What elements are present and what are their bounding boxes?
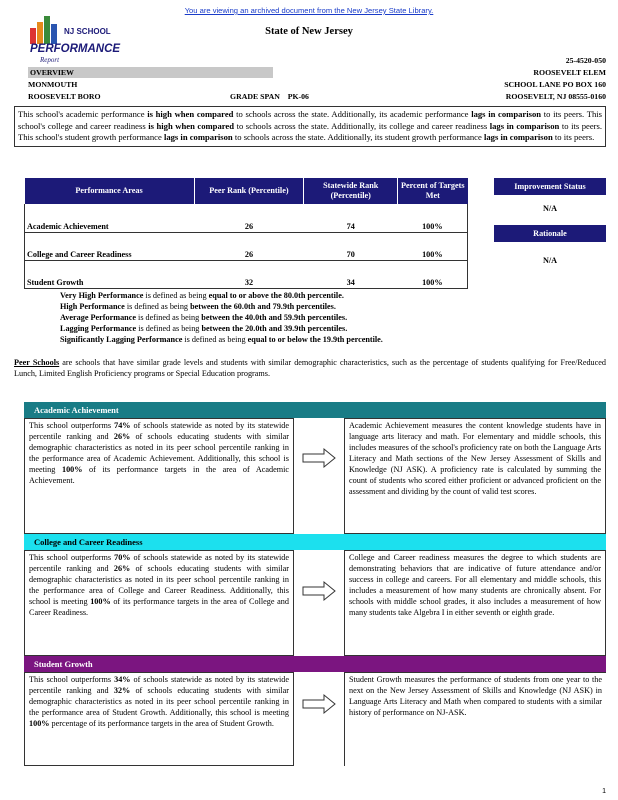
- academic-achievement-description: Academic Achievement measures the content knowledge students have in language arts literacy and math. For elementary and middle schools, this includes measures of the school's proficiency rate on both the Language Arts Literacy and Math sections of the New Jersey Assessment of Skills and Knowledge (NJ ASK). A proficiency rate is calculated by summing the count of students who scored either proficient or advanced proficient on the assessment and dividing by the count of valid test scores.: [344, 418, 606, 534]
- district-name: ROOSEVELT BORO: [28, 92, 101, 101]
- performance-table: [24, 178, 468, 289]
- college-career-readiness-description: College and Career readiness measures the degree to which students are demonstrating behaviors that are indicative of future attendance and/or success in college and careers. For all elementary and middle schools, this includes a measurement of how many students are chronically absent. For schools with middle school grades, it also includes a measurement of how many students take Algebra I in either seventh or eighth grade.: [344, 550, 606, 656]
- archive-link[interactable]: You are viewing an archived document from the New Jersey State Library.: [184, 6, 434, 15]
- table-row: [25, 260, 468, 288]
- peer-rank: 26: [194, 204, 304, 232]
- performance-definitions: [60, 290, 383, 345]
- header-row-3: [28, 91, 606, 102]
- peer-rank: 32: [194, 260, 304, 288]
- definition-item: Lagging Performance is defined as being between the 20.0th and 39.9th percentiles.: [60, 324, 348, 333]
- definition-item: Very High Performance is defined as being equal to or above the 80.0th percentile.: [60, 291, 344, 300]
- col-peer-rank: Peer Rank (Percentile): [194, 178, 304, 204]
- address-line2: ROOSEVELT, NJ 08555-0160: [505, 92, 606, 101]
- definition-item: High Performance is defined as being between the 60.0th and 79.9th percentiles.: [60, 302, 336, 311]
- header-row-1: [28, 67, 606, 78]
- peer-schools-note: [14, 357, 606, 379]
- definition-item: Significantly Lagging Performance is defined as being equal to or below the 19.9th percentile.: [60, 335, 383, 344]
- col-performance-areas: Performance Areas: [25, 178, 195, 204]
- peer-schools-term: Peer Schools: [14, 358, 60, 367]
- col-statewide-rank: Statewide Rank (Percentile): [304, 178, 398, 204]
- arrow-right-icon: [302, 580, 336, 602]
- logo-line1: NJ SCHOOL: [64, 27, 111, 36]
- rationale-title: Rationale: [494, 225, 606, 242]
- arrow-right-icon: [302, 447, 336, 469]
- targets-met: 100%: [398, 232, 468, 260]
- targets-met: 100%: [398, 260, 468, 288]
- statewide-rank: 34: [304, 260, 398, 288]
- nj-school-performance-logo: [26, 14, 122, 66]
- logo-graphic: [26, 14, 122, 66]
- section-header-college-career-readiness: College and Career Readiness: [24, 534, 606, 550]
- arrow-right-icon: [302, 693, 336, 715]
- grade-span-value: PK-06: [287, 92, 309, 101]
- performance-table-header: [25, 178, 468, 204]
- section-header-academic-achievement: Academic Achievement: [24, 402, 606, 418]
- peer-rank: 26: [194, 232, 304, 260]
- definition-item: Average Performance is defined as being between the 40.0th and 59.9th percentiles.: [60, 313, 348, 322]
- academic-achievement-summary: This school outperforms 74% of schools statewide as noted by its statewide percentile ranking and 26% of schools educating students with similar demographic characteristics as noted in its peer school percentile ranking in the performance area of Academic Achievement. Additionally, this school is meeting 100% of its performance targets in the area of Academic Achievement.: [24, 418, 294, 534]
- peer-schools-text: are schools that have similar grade levels and students with similar demographic characteristics, such as the percentage of students qualifying for Free/Reduced Lunch, Limited English Proficiency programs or Special Education programs.: [14, 358, 606, 378]
- student-growth-description: Student Growth measures the performance of students from one year to the next on the New Jersey Assessment of Skills and Knowledge (NJ ASK) in Language Arts Literacy and Math when compared to students with a similar history of performance on NJ-ASK.: [344, 672, 606, 766]
- table-row: [25, 204, 468, 232]
- area-name: College and Career Readiness: [25, 232, 195, 260]
- grade-span-label: GRADE SPAN: [230, 92, 280, 101]
- area-name: Academic Achievement: [25, 204, 195, 232]
- rationale-value: N/A: [542, 256, 558, 265]
- grade-span: [230, 91, 309, 102]
- state-title: State of New Jersey: [265, 26, 353, 37]
- overview-label: OVERVIEW: [28, 67, 273, 78]
- rationale-panel: [494, 225, 606, 265]
- page-number: 1: [602, 788, 606, 795]
- address-line1: SCHOOL LANE PO BOX 160: [504, 80, 606, 89]
- targets-met: 100%: [398, 204, 468, 232]
- college-career-readiness-summary: This school outperforms 70% of schools statewide as noted by its statewide percentile ranking and 26% of schools educating students with similar demographic characteristics as noted in its peer school percentile ranking in the performance area of College and Career Readiness. Additionally, this school is meeting 100% of its performance targets in the area of College and Career Readiness.: [24, 550, 294, 656]
- student-growth-summary: This school outperforms 34% of schools statewide as noted by its statewide percentile ranking and 32% of schools educating students with similar demographic characteristics as noted in its peer school percentile ranking in the performance area of Student Growth. Additionally, this school is meeting 100% percentage of its performance targets in the area of Student Growth.: [24, 672, 294, 766]
- statewide-rank: 70: [304, 232, 398, 260]
- logo-line3: Report: [40, 56, 60, 64]
- improvement-status-value: N/A: [542, 204, 558, 213]
- improvement-status-panel: [494, 178, 606, 213]
- col-targets-met: Percent of Targets Met: [398, 178, 468, 204]
- school-id: 25-4520-050: [565, 56, 606, 65]
- performance-summary: This school's academic performance is high when compared to schools across the state. Additionally, its academic performance lags in comparison to its peers. This school's college and career readiness is high when compared to schools across the state. Additionally, its college and career readiness lags in comparison to its peers. This school's student growth performance lags in comparison to schools across the state. Additionally, its student growth performance lags in comparison to its peers.: [14, 106, 606, 147]
- header-row-2: [28, 79, 606, 90]
- school-name: ROOSEVELT ELEM: [533, 68, 606, 77]
- county-name: MONMOUTH: [28, 80, 78, 89]
- improvement-status-title: Improvement Status: [494, 178, 606, 195]
- statewide-rank: 74: [304, 204, 398, 232]
- area-name: Student Growth: [25, 260, 195, 288]
- logo-line2: PERFORMANCE: [30, 43, 121, 55]
- section-header-student-growth: Student Growth: [24, 656, 606, 672]
- table-row: [25, 232, 468, 260]
